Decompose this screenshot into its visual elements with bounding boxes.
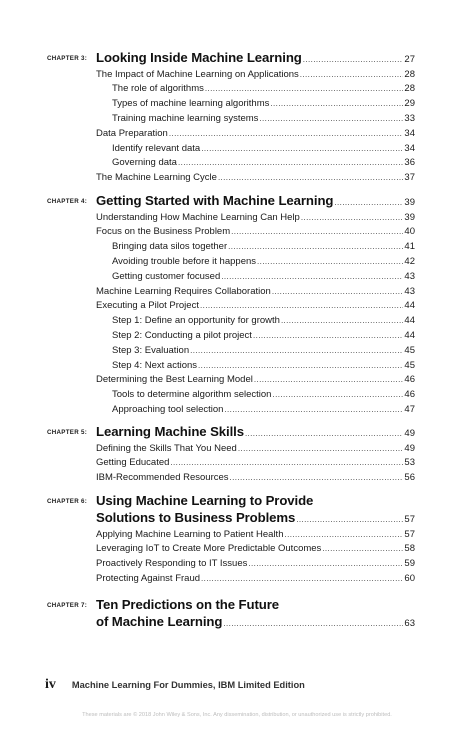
entry-page-number: 41 [404, 241, 415, 253]
chapter-title-entry[interactable] [96, 614, 415, 629]
dot-leader [230, 471, 404, 485]
entry-page-number: 28 [404, 68, 415, 80]
chapter-page-number: 57 [404, 514, 415, 525]
entry-page-number: 28 [404, 83, 415, 95]
entry-title: Protecting Against Fraud [96, 572, 201, 584]
dot-leader [284, 528, 403, 542]
entry-page-number: 44 [404, 315, 415, 327]
dot-leader [178, 156, 403, 170]
entry-page-number: 46 [404, 374, 415, 386]
entry-title: Understanding How Machine Learning Can Help [96, 211, 300, 223]
toc-subsection-entry[interactable] [112, 314, 415, 328]
entry-title: Governing data [112, 157, 177, 169]
entry-page-number: 49 [404, 442, 415, 454]
chapter-title-entry[interactable] [96, 193, 415, 208]
toc-subsection-entry[interactable] [112, 388, 415, 402]
dot-leader [272, 388, 403, 402]
entry-page-number: 57 [404, 528, 415, 540]
chapter-title: Solutions to Business Problems [96, 510, 296, 525]
dot-leader [303, 55, 404, 64]
entry-page-number: 44 [404, 300, 415, 312]
entry-page-number: 39 [404, 211, 415, 223]
chapter-title-line-1[interactable]: Using Machine Learning to Provide [96, 493, 314, 508]
dot-leader [190, 344, 403, 358]
chapter-number-label: CHAPTER 5: [47, 429, 88, 436]
chapter-title-entry[interactable] [96, 424, 415, 439]
dot-leader [259, 112, 403, 126]
toc-section-entry[interactable] [96, 299, 415, 313]
toc-subsection-entry[interactable] [112, 359, 415, 373]
dot-leader [228, 240, 403, 254]
entry-title: Proactively Responding to IT Issues [96, 558, 248, 570]
chapter-title-line-1[interactable]: Ten Predictions on the Future [96, 597, 279, 612]
entry-title: The Impact of Machine Learning on Applications [96, 68, 299, 80]
chapter-page-number: 39 [404, 197, 415, 208]
dot-leader [170, 456, 403, 470]
entry-title: Leveraging IoT to Create More Predictable Outcomes [96, 543, 322, 555]
entry-title: Getting customer focused [112, 270, 221, 282]
toc-section-entry[interactable] [96, 171, 415, 185]
dot-leader [301, 211, 404, 225]
toc-section-entry[interactable] [96, 442, 415, 456]
entry-page-number: 60 [404, 572, 415, 584]
entry-page-number: 44 [404, 329, 415, 341]
dot-leader [270, 97, 403, 111]
chapter-title: Learning Machine Skills [96, 424, 244, 439]
entry-title: Bringing data silos together [112, 241, 228, 253]
entry-title: Executing a Pilot Project [96, 300, 199, 312]
dot-leader [200, 299, 403, 313]
toc-subsection-entry[interactable] [112, 112, 415, 126]
entry-page-number: 29 [404, 98, 415, 110]
entry-title: The Machine Learning Cycle [96, 172, 217, 184]
toc-subsection-entry[interactable] [112, 142, 415, 156]
chapter-title-entry[interactable] [96, 50, 415, 65]
entry-title: Avoiding trouble before it happens [112, 255, 257, 267]
chapter-page-number: 49 [404, 428, 415, 439]
toc-subsection-entry[interactable] [112, 97, 415, 111]
dot-leader [169, 127, 404, 141]
toc-section-entry[interactable] [96, 225, 415, 239]
entry-page-number: 33 [404, 112, 415, 124]
chapter-page-number: 27 [404, 54, 415, 65]
entry-title: Step 2: Conducting a pilot project [112, 329, 252, 341]
toc-section-entry[interactable] [96, 285, 415, 299]
chapter-title: Getting Started with Machine Learning [96, 193, 334, 208]
toc-subsection-entry[interactable] [112, 344, 415, 358]
chapter-number-label: CHAPTER 4: [47, 198, 88, 205]
entry-page-number: 58 [404, 543, 415, 555]
dot-leader [201, 572, 403, 586]
dot-leader [322, 542, 403, 556]
entry-page-number: 59 [404, 558, 415, 570]
dot-leader [231, 225, 403, 239]
entry-page-number: 40 [404, 226, 415, 238]
entry-title: Focus on the Business Problem [96, 226, 231, 238]
toc-section-entry[interactable] [96, 471, 415, 485]
entry-page-number: 53 [404, 457, 415, 469]
entry-title: The role of algorithms [112, 83, 204, 95]
entry-title: Step 3: Evaluation [112, 344, 190, 356]
copyright-notice: These materials are © 2018 John Wiley & Sons, Inc. Any dissemination, distribution, or unauthorized use is strictly prohibited. [82, 712, 392, 718]
entry-title: IBM-Recommended Resources [96, 472, 229, 484]
toc-subsection-entry[interactable] [112, 255, 415, 269]
dot-leader [254, 373, 404, 387]
chapter-number-label: CHAPTER 3: [47, 55, 88, 62]
entry-title: Types of machine learning algorithms [112, 98, 270, 110]
toc-section-entry[interactable] [96, 542, 415, 556]
toc-section-entry[interactable] [96, 456, 415, 470]
chapter-title-entry[interactable] [96, 510, 415, 525]
entry-title: Step 4: Next actions [112, 359, 198, 371]
entry-title: Step 1: Define an opportunity for growth [112, 315, 280, 327]
dot-leader [238, 442, 404, 456]
chapter-title: Looking Inside Machine Learning [96, 50, 302, 65]
page-footer [45, 677, 305, 693]
entry-title: Approaching tool selection [112, 403, 224, 415]
dot-leader [296, 515, 403, 524]
dot-leader [257, 255, 403, 269]
page-folio: iv [45, 677, 56, 692]
entry-title: Getting Educated [96, 457, 170, 469]
chapter-number-label: CHAPTER 6: [47, 498, 88, 505]
dot-leader [272, 285, 404, 299]
dot-leader [198, 359, 403, 373]
entry-page-number: 36 [404, 157, 415, 169]
entry-page-number: 42 [404, 255, 415, 267]
entry-page-number: 47 [404, 403, 415, 415]
dot-leader [223, 619, 403, 628]
entry-page-number: 46 [404, 389, 415, 401]
entry-page-number: 37 [404, 172, 415, 184]
entry-title: Applying Machine Learning to Patient Health [96, 528, 284, 540]
dot-leader [300, 68, 404, 82]
entry-page-number: 34 [404, 142, 415, 154]
dot-leader [253, 329, 403, 343]
dot-leader [201, 142, 403, 156]
toc-section-entry[interactable] [96, 373, 415, 387]
toc-subsection-entry[interactable] [112, 82, 415, 96]
toc-section-entry[interactable] [96, 557, 415, 571]
entry-page-number: 56 [404, 472, 415, 484]
running-book-title: Machine Learning For Dummies, IBM Limited Edition [71, 680, 305, 690]
entry-page-number: 45 [404, 359, 415, 371]
dot-leader [205, 82, 404, 96]
chapter-page-number: 63 [404, 618, 415, 629]
toc-subsection-entry[interactable] [112, 240, 415, 254]
entry-title: Defining the Skills That You Need [96, 442, 237, 454]
toc-section-entry[interactable] [96, 127, 415, 141]
entry-page-number: 45 [404, 344, 415, 356]
dot-leader [248, 557, 403, 571]
entry-title: Machine Learning Requires Collaboration [96, 285, 271, 297]
toc-subsection-entry[interactable] [112, 156, 415, 170]
entry-title: Tools to determine algorithm selection [112, 389, 272, 401]
toc-subsection-entry[interactable] [112, 329, 415, 343]
toc-section-entry[interactable] [96, 211, 415, 225]
toc-subsection-entry[interactable] [112, 270, 415, 284]
dot-leader [224, 403, 403, 417]
entry-page-number: 43 [404, 285, 415, 297]
entry-title: Determining the Best Learning Model [96, 374, 253, 386]
entry-title: Identify relevant data [112, 142, 201, 154]
entry-title: Training machine learning systems [112, 112, 259, 124]
toc-section-entry[interactable] [96, 572, 415, 586]
entry-page-number: 34 [404, 127, 415, 139]
toc-section-entry[interactable] [96, 528, 415, 542]
toc-section-entry[interactable] [96, 68, 415, 82]
dot-leader [334, 198, 403, 207]
chapter-number-label: CHAPTER 7: [47, 602, 88, 609]
chapter-title: of Machine Learning [96, 614, 223, 629]
dot-leader [218, 171, 403, 185]
dot-leader [221, 270, 403, 284]
toc-subsection-entry[interactable] [112, 403, 415, 417]
entry-title: Data Preparation [96, 127, 168, 139]
dot-leader [281, 314, 403, 328]
dot-leader [245, 429, 403, 438]
entry-page-number: 43 [404, 270, 415, 282]
